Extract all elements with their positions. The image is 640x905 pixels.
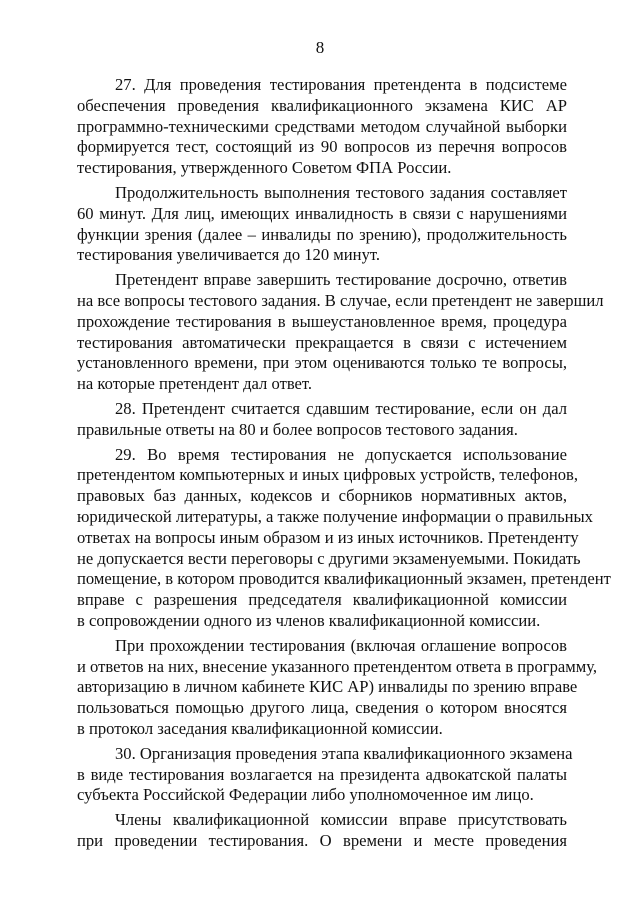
text-line: субъекта Российской Федерации либо уполномоченное им лицо. xyxy=(77,785,534,805)
text-line: ответах на вопросы иным образом и из иных источников. Претенденту xyxy=(77,527,579,547)
text-line: 27. Для проведения тестирования претендента в подсистеме xyxy=(115,75,567,94)
text-line: Претендент вправе завершить тестирование досрочно, ответив xyxy=(115,270,567,290)
text-line: в сопровождении одного из членов квалификационной комиссии. xyxy=(77,610,541,630)
document-body xyxy=(77,75,611,852)
paragraph-early-finish xyxy=(77,270,604,395)
text-line: тестирования автоматически прекращается в связи с истечением xyxy=(77,332,567,352)
text-line: прохождение тестирования в вышеустановленное время, процедура xyxy=(77,311,567,331)
paragraph-p30 xyxy=(77,743,573,806)
text-line: Продолжительность выполнения тестового задания составляет xyxy=(115,182,567,202)
text-line: 60 минут. Для лиц, имеющих инвалидность в связи с нарушениями xyxy=(77,203,567,223)
text-line: функции зрения (далее – инвалиды по зрению), продолжительность xyxy=(77,224,567,244)
paragraph-members xyxy=(77,810,567,852)
text-line: в протокол заседания квалификационной комиссии. xyxy=(77,718,443,738)
text-line: тестирования, утвержденного Советом ФПА России. xyxy=(77,158,452,178)
text-line: при проведении тестирования. О времени и месте проведения xyxy=(77,830,567,850)
text-line: формируется тест, состоящий из 90 вопросов из перечня вопросов xyxy=(77,137,567,157)
paragraph-p29 xyxy=(77,444,611,632)
text-line: Члены квалификационной комиссии вправе присутствовать xyxy=(115,810,567,830)
text-line: При прохождении тестирования (включая оглашение вопросов xyxy=(115,635,567,655)
text-line: в виде тестирования возлагается на президента адвокатской палаты xyxy=(77,764,567,784)
text-line: не допускается вести переговоры с другими экзаменуемыми. Покидать xyxy=(77,548,581,568)
text-line: пользоваться помощью другого лица, сведения о котором вносятся xyxy=(77,698,567,718)
paragraph-p28 xyxy=(77,399,567,441)
page-number: 8 xyxy=(315,38,325,57)
text-line: 29. Во время тестирования не допускается использование xyxy=(115,444,567,464)
text-line: тестирования увеличивается до 120 минут. xyxy=(77,245,381,265)
text-line: правильные ответы на 80 и более вопросов тестового задания. xyxy=(77,419,518,439)
text-line: 28. Претендент считается сдавшим тестирование, если он дал xyxy=(115,398,567,418)
paragraph-p27 xyxy=(77,75,567,179)
text-line: на которые претендент дал ответ. xyxy=(77,374,313,394)
text-line: правовых баз данных, кодексов и сборников нормативных актов, xyxy=(77,486,567,506)
text-line: юридической литературы, а также получение информации о правильных xyxy=(77,506,593,526)
text-line: помещение, в котором проводится квалификационный экзамен, претендент xyxy=(77,569,611,589)
text-line: и ответов на них, внесение указанного претендентом ответа в программу, xyxy=(77,656,598,676)
text-line: установленного времени, при этом оцениваются только те вопросы, xyxy=(77,353,567,373)
paragraph-assistance xyxy=(77,635,598,740)
paragraph-duration xyxy=(77,183,567,266)
text-line: авторизацию в личном кабинете КИС АР) инвалиды по зрению вправе xyxy=(77,677,578,697)
text-line: претендентом компьютерных и иных цифровых устройств, телефонов, xyxy=(77,465,579,485)
text-line: обеспечения проведения квалификационного экзамена КИС АР xyxy=(77,95,567,115)
text-line: программно-техническими средствами методом случайной выборки xyxy=(77,116,567,136)
text-line: на все вопросы тестового задания. В случае, если претендент не завершил xyxy=(77,290,604,310)
text-line: 30. Организация проведения этапа квалификационного экзамена xyxy=(115,743,573,763)
text-line: вправе с разрешения председателя квалификационной комиссии xyxy=(77,590,567,610)
